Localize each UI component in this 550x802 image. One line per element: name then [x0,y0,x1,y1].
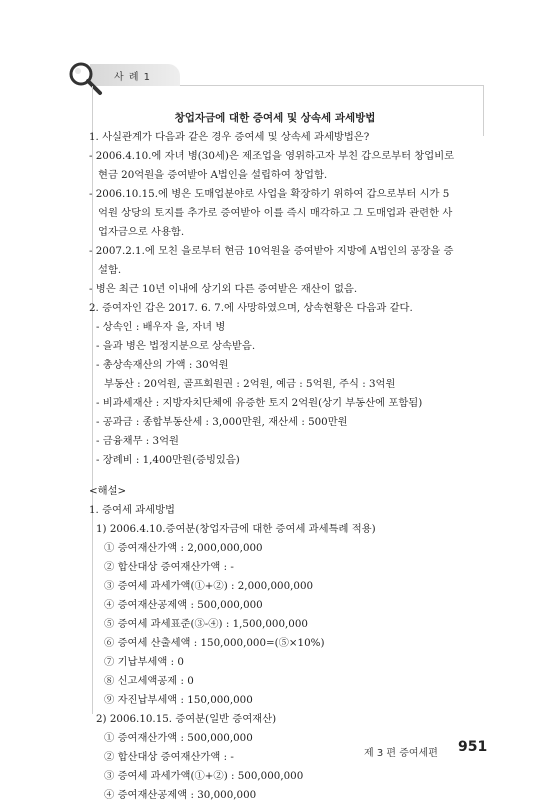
text-line: ⑥ 증여세 산출세액 : 150,000,000=(⑤×10%) [104,637,325,649]
page-number: 951 [458,739,488,755]
text-line: 2) 2006.10.15. 증여분(일반 증여재산) [96,713,277,725]
text-line: 현금 20억원을 증여받아 A법인을 설립하여 창업함. [98,169,328,181]
text-line: - 2007.2.1.에 모친 을로부터 현금 10억원을 증여받아 지방에 A법인의 공장을 증 [89,245,454,257]
text-line: ② 합산대상 증여재산가액 : - [104,561,234,573]
case-header [64,62,484,88]
text-line: ③ 증여세 과세가액(①+②) : 2,000,000,000 [104,580,314,592]
text-line: ① 증여재산가액 : 2,000,000,000 [104,542,263,554]
text-line: 2. 증여자인 갑은 2017. 6. 7.에 사망하였으며, 상속현황은 다음과 같다. [89,302,413,314]
text-line: 부동산 : 20억원, 골프회원권 : 2억원, 예금 : 5억원, 주식 : 3억원 [104,378,396,390]
text-line: - 비과세재산 : 지방자치단체에 유증한 토지 2억원(상기 부동산에 포함됨) [96,397,423,409]
text-line: - 2006.4.10.에 자녀 병(30세)은 제조업을 영위하고자 부친 갑으로부터 창업비로 [89,150,455,162]
header-divider [180,85,484,86]
text-line: ② 합산대상 증여재산가액 : - [104,751,234,763]
text-line: <해설> [89,485,127,497]
text-line: 1. 사실관계가 다음과 같은 경우 증여세 및 상속세 과세방법은? [89,131,370,143]
text-line: ④ 증여재산공제액 : 30,000,000 [104,789,257,801]
text-line: ④ 증여재산공제액 : 500,000,000 [104,599,263,611]
case-title: 창업자금에 대한 증여세 및 상속세 과세방법 [174,112,376,124]
text-line: ① 증여재산가액 : 500,000,000 [104,732,253,744]
box-left-border [92,86,93,714]
text-line: - 병은 최근 10년 이내에 상기외 다른 증여받은 재산이 없음. [89,283,358,295]
footer-section: 제 3 편 증여세편 [364,748,438,759]
text-line: - 금융채무 : 3억원 [96,435,179,447]
text-line: - 2006.10.15.에 병은 도매업분야로 사업을 확장하기 위하여 갑으로부터 시가 5 [89,188,450,200]
text-line: ⑤ 증여세 과세표준(③-④) : 1,500,000,000 [104,618,308,630]
text-line: - 장례비 : 1,400만원(증빙있음) [96,454,240,466]
text-line: - 을과 병은 법정지분으로 상속받음. [96,340,256,352]
text-line: ⑧ 신고세액공제 : 0 [104,675,194,687]
text-line: 설함. [98,264,122,276]
text-line: ⑨ 자진납부세액 : 150,000,000 [104,694,253,706]
text-line: 억원 상당의 토지를 추가로 증여받아 이를 즉시 매각하고 그 도매업과 관련한 사 [98,207,453,219]
text-line: - 공과금 : 종합부동산세 : 3,000만원, 재산세 : 500만원 [96,416,348,428]
magnifier-icon [64,58,108,98]
text-line: 업자금으로 사용함. [98,226,185,238]
text-line: - 총상속재산의 가액 : 30억원 [96,359,229,371]
text-line: 1) 2006.4.10.증여분(창업자금에 대한 증여세 과세특례 적용) [96,523,376,535]
text-line: - 상속인 : 배우자 을, 자녀 병 [96,321,226,333]
text-line: ⑦ 기납부세액 : 0 [104,656,184,668]
text-line: ③ 증여세 과세가액(①+②) : 500,000,000 [104,770,304,782]
text-line: 1. 증여세 과세방법 [89,504,175,516]
case-label: 사 례 1 [114,72,152,83]
